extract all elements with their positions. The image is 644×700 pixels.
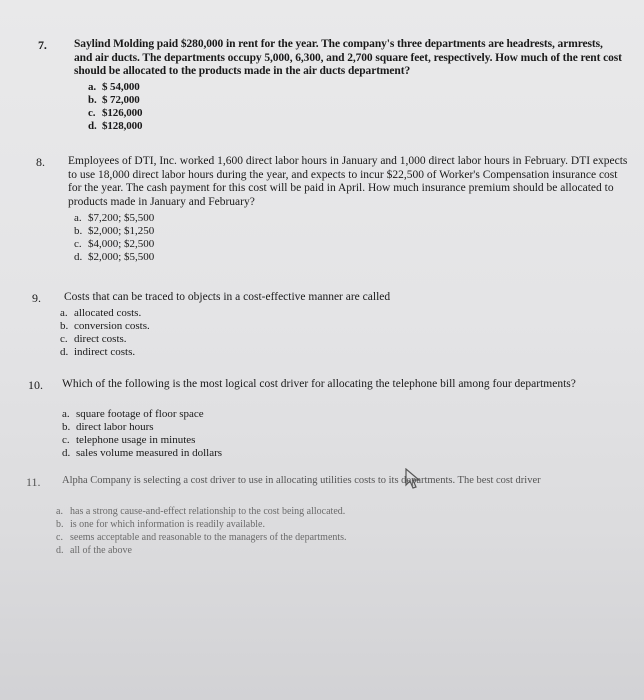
option-letter: b. (60, 320, 69, 332)
option-d[interactable] (74, 251, 154, 264)
option-letter: c. (74, 238, 82, 250)
option-text: has a strong cause-and-effect relationship to the cost being allocated. (70, 506, 346, 517)
question-number: 7. (38, 38, 47, 52)
option-letter: a. (74, 212, 82, 224)
question-9 (32, 291, 632, 371)
question-text: Saylind Molding paid $280,000 in rent for the year. The company's three departments are headrests, armrests, and air ducts. The departments occupy 5,000, 6,300, and 2,700 square feet, respectively. How much of the rent cost should be allocated to the products made in the air ducts department? (74, 38, 622, 77)
options-list (74, 212, 154, 264)
option-letter: a. (56, 506, 63, 517)
option-text: allocated costs. (74, 307, 142, 319)
option-letter: d. (56, 545, 64, 556)
question-number: 9. (32, 291, 41, 305)
option-b[interactable] (62, 421, 222, 434)
options-list (60, 307, 150, 359)
option-letter: c. (56, 532, 63, 543)
option-letter: b. (56, 519, 64, 530)
question-number: 8. (36, 155, 45, 169)
option-text: sales volume measured in dollars (76, 447, 223, 459)
option-text: square footage of floor space (76, 408, 204, 420)
question-number: 10. (28, 378, 43, 392)
option-a[interactable] (74, 212, 154, 225)
option-d[interactable] (56, 544, 347, 557)
option-text: $2,000; $1,250 (88, 225, 155, 237)
option-letter: a. (60, 307, 68, 319)
option-text: conversion costs. (74, 320, 150, 332)
option-text: $7,200; $5,500 (88, 212, 155, 224)
option-text: direct costs. (74, 333, 127, 345)
option-text: indirect costs. (74, 346, 136, 358)
option-text: $2,000; $5,500 (88, 251, 155, 263)
option-a[interactable] (60, 307, 150, 320)
option-letter: d. (60, 346, 69, 358)
option-b[interactable] (74, 225, 154, 238)
option-text: $ 72,000 (102, 94, 140, 106)
option-b[interactable] (56, 518, 347, 531)
option-letter: a. (62, 408, 70, 420)
option-c[interactable] (56, 531, 347, 544)
option-text: $126,000 (102, 107, 143, 119)
question-text: Costs that can be traced to objects in a cost-effective manner are called (64, 291, 391, 303)
option-a[interactable] (88, 81, 142, 94)
option-c[interactable] (74, 238, 154, 251)
option-b[interactable] (88, 94, 142, 107)
options-list (62, 408, 222, 460)
option-c[interactable] (88, 107, 142, 120)
option-letter: c. (62, 434, 70, 446)
option-letter: d. (74, 251, 83, 263)
option-letter: a. (88, 81, 97, 93)
question-10 (28, 378, 638, 468)
option-letter: b. (62, 421, 71, 433)
question-7 (38, 38, 628, 138)
option-text: $4,000; $2,500 (88, 238, 155, 250)
option-a[interactable] (62, 408, 222, 421)
option-letter: d. (62, 447, 71, 459)
options-list (88, 81, 142, 133)
question-number: 11. (26, 475, 41, 489)
mouse-pointer-icon (405, 468, 423, 490)
option-letter: c. (60, 333, 68, 345)
option-c[interactable] (62, 434, 222, 447)
option-text: telephone usage in minutes (76, 434, 196, 446)
option-text: seems acceptable and reasonable to the managers of the departments. (70, 532, 347, 543)
question-11 (26, 475, 636, 575)
option-d[interactable] (60, 346, 150, 359)
option-c[interactable] (60, 333, 150, 346)
question-text: Which of the following is the most logical cost driver for allocating the telephone bill among four departments? (62, 378, 576, 390)
option-text: $128,000 (102, 120, 143, 132)
option-text: is one for which information is readily available. (70, 519, 265, 530)
question-8 (36, 155, 636, 275)
option-a[interactable] (56, 505, 347, 518)
option-letter: c. (88, 107, 96, 119)
option-b[interactable] (60, 320, 150, 333)
option-text: all of the above (70, 545, 132, 556)
question-text: Alpha Company is selecting a cost driver to use in allocating utilities costs to its departments. The best cost driver (62, 475, 541, 486)
option-letter: b. (88, 94, 97, 106)
options-list (56, 505, 347, 557)
option-text: direct labor hours (76, 421, 154, 433)
option-text: $ 54,000 (102, 81, 140, 93)
option-d[interactable] (62, 447, 222, 460)
option-letter: d. (88, 120, 97, 132)
option-d[interactable] (88, 120, 142, 133)
option-letter: b. (74, 225, 83, 237)
question-text: Employees of DTI, Inc. worked 1,600 direct labor hours in January and 1,000 direct labor hours in February. DTI expects to use 18,000 direct labor hours during the year, and expects to incur $22,500 of Worker's Compensation insurance cost for the year. The cash payment for this cost will be paid in April. How much insurance premium should be allocated to products made in January and February? (68, 155, 628, 208)
